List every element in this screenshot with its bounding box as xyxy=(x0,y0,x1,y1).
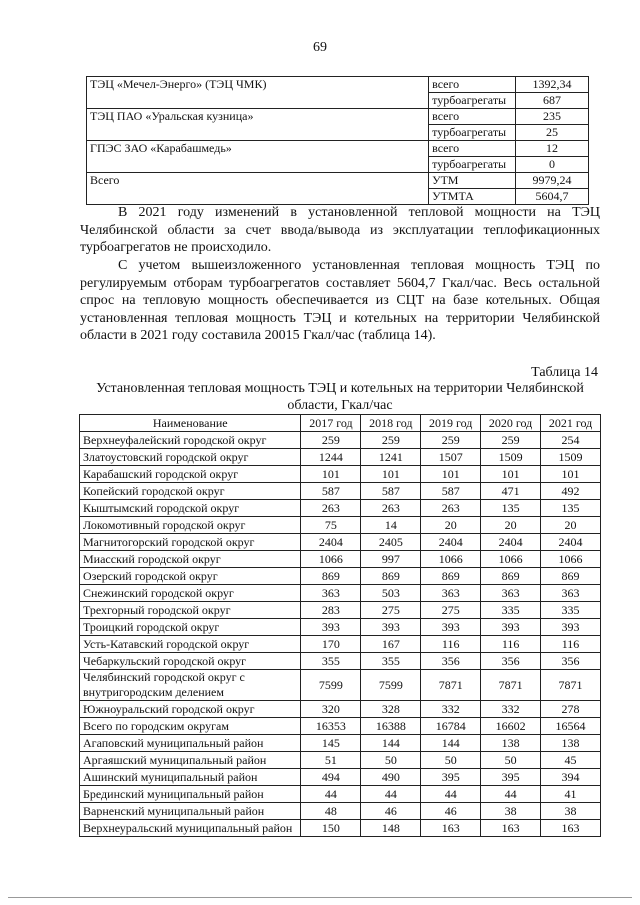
table-row xyxy=(80,769,601,786)
value-cell: 16353 xyxy=(301,718,361,735)
value-cell: 101 xyxy=(361,466,421,483)
value-cell: 2404 xyxy=(421,534,481,551)
value-cell: 16564 xyxy=(541,718,601,735)
value-cell: 163 xyxy=(421,820,481,837)
value-cell: 138 xyxy=(481,735,541,752)
value-cell: 150 xyxy=(301,820,361,837)
value-cell: 44 xyxy=(361,786,421,803)
chp-capacity-table xyxy=(86,76,589,205)
value-cell: 1509 xyxy=(481,449,541,466)
district-name-cell: Магнитогорский городской округ xyxy=(80,534,301,551)
value-cell: 7599 xyxy=(301,670,361,701)
column-header: 2020 год xyxy=(481,415,541,432)
value-cell: 1244 xyxy=(301,449,361,466)
value-cell: 144 xyxy=(361,735,421,752)
capacity-value-cell: 9979,24 xyxy=(516,173,589,189)
district-name-cell: Южноуральский городской округ xyxy=(80,701,301,718)
value-cell: 263 xyxy=(421,500,481,517)
value-cell: 869 xyxy=(421,568,481,585)
value-cell: 148 xyxy=(361,820,421,837)
value-cell: 494 xyxy=(301,769,361,786)
value-cell: 259 xyxy=(421,432,481,449)
value-cell: 275 xyxy=(421,602,481,619)
table-row xyxy=(80,636,601,653)
value-cell: 587 xyxy=(361,483,421,500)
table-row xyxy=(87,109,589,125)
value-cell: 356 xyxy=(541,653,601,670)
value-cell: 1066 xyxy=(301,551,361,568)
value-cell: 135 xyxy=(541,500,601,517)
capacity-value-cell: 687 xyxy=(516,93,589,109)
value-cell: 393 xyxy=(421,619,481,636)
value-cell: 363 xyxy=(301,585,361,602)
value-cell: 393 xyxy=(361,619,421,636)
table-row xyxy=(87,141,589,157)
value-cell: 116 xyxy=(481,636,541,653)
table-row xyxy=(80,718,601,735)
district-name-cell: Троицкий городской округ xyxy=(80,619,301,636)
table-row xyxy=(80,568,601,585)
district-name-cell: Усть-Катавский городской округ xyxy=(80,636,301,653)
capacity-type-cell: УТМТА xyxy=(429,189,516,205)
district-name-cell: Кыштымский городской округ xyxy=(80,500,301,517)
value-cell: 328 xyxy=(361,701,421,718)
value-cell: 2405 xyxy=(361,534,421,551)
value-cell: 7599 xyxy=(361,670,421,701)
value-cell: 356 xyxy=(421,653,481,670)
paragraph-total-capacity: С учетом вышеизложенного установленная тепловая мощность ТЭЦ по регулируемым отборам турбоагрегатов составляет 5604,7 Гкал/час. Весь остальной спрос на тепловую мощность обеспечивается из СЦТ на базе котельных. Общая установленная тепловая мощность ТЭЦ и котельных на территории Челябинской области в 2021 году составила 20015 Гкал/час (таблица 14). xyxy=(80,258,600,344)
value-cell: 1066 xyxy=(541,551,601,568)
capacity-value-cell: 1392,34 xyxy=(516,77,589,93)
value-cell: 587 xyxy=(301,483,361,500)
value-cell: 138 xyxy=(541,735,601,752)
value-cell: 75 xyxy=(301,517,361,534)
district-name-cell: Варненский муниципальный район xyxy=(80,803,301,820)
value-cell: 45 xyxy=(541,752,601,769)
value-cell: 135 xyxy=(481,500,541,517)
value-cell: 116 xyxy=(421,636,481,653)
table-row xyxy=(80,653,601,670)
value-cell: 101 xyxy=(481,466,541,483)
value-cell: 1241 xyxy=(361,449,421,466)
capacity-type-cell: турбоагрегаты xyxy=(429,125,516,141)
table-label: Таблица 14 xyxy=(531,365,598,380)
value-cell: 50 xyxy=(421,752,481,769)
district-name-cell: Аргаяшский муниципальный район xyxy=(80,752,301,769)
table-row xyxy=(80,449,601,466)
table-row xyxy=(80,517,601,534)
value-cell: 997 xyxy=(361,551,421,568)
district-name-cell: Озерский городской округ xyxy=(80,568,301,585)
value-cell: 332 xyxy=(481,701,541,718)
table-header-row xyxy=(80,415,601,432)
table-row xyxy=(80,752,601,769)
plant-name-cell: ТЭЦ ПАО «Уральская кузница» xyxy=(87,109,429,141)
value-cell: 471 xyxy=(481,483,541,500)
value-cell: 51 xyxy=(301,752,361,769)
value-cell: 395 xyxy=(481,769,541,786)
value-cell: 283 xyxy=(301,602,361,619)
value-cell: 393 xyxy=(541,619,601,636)
value-cell: 356 xyxy=(481,653,541,670)
value-cell: 278 xyxy=(541,701,601,718)
value-cell: 1066 xyxy=(481,551,541,568)
value-cell: 355 xyxy=(301,653,361,670)
paragraph-no-changes: В 2021 году изменений в установленной тепловой мощности на ТЭЦ Челябинской области за счет ввода/вывода из эксплуатации теплофикационных турбоагрегатов не происходило. xyxy=(80,205,600,256)
table-title: Установленная тепловая мощность ТЭЦ и котельных на территории Челябинской области, Гкал/час xyxy=(96,381,584,413)
value-cell: 46 xyxy=(361,803,421,820)
value-cell: 503 xyxy=(361,585,421,602)
district-name-cell: Чебаркульский городской округ xyxy=(80,653,301,670)
value-cell: 44 xyxy=(301,786,361,803)
value-cell: 46 xyxy=(421,803,481,820)
capacity-type-cell: УТМ xyxy=(429,173,516,189)
value-cell: 1066 xyxy=(421,551,481,568)
table-row xyxy=(80,534,601,551)
value-cell: 490 xyxy=(361,769,421,786)
value-cell: 363 xyxy=(541,585,601,602)
heat-capacity-table xyxy=(79,414,601,837)
value-cell: 320 xyxy=(301,701,361,718)
value-cell: 363 xyxy=(481,585,541,602)
value-cell: 163 xyxy=(481,820,541,837)
plant-name-cell: Всего xyxy=(87,173,429,205)
district-name-cell: Верхнеуральский муниципальный район xyxy=(80,820,301,837)
value-cell: 395 xyxy=(421,769,481,786)
table-row xyxy=(80,701,601,718)
value-cell: 259 xyxy=(301,432,361,449)
capacity-type-cell: всего xyxy=(429,141,516,157)
capacity-value-cell: 25 xyxy=(516,125,589,141)
value-cell: 1509 xyxy=(541,449,601,466)
value-cell: 101 xyxy=(301,466,361,483)
table-row xyxy=(87,77,589,93)
table-row xyxy=(80,466,601,483)
value-cell: 16388 xyxy=(361,718,421,735)
district-name-cell: Челябинский городской округ с внутригородским делением xyxy=(80,670,301,701)
value-cell: 332 xyxy=(421,701,481,718)
value-cell: 20 xyxy=(421,517,481,534)
capacity-type-cell: всего xyxy=(429,77,516,93)
district-name-cell: Ашинский муниципальный район xyxy=(80,769,301,786)
page-bottom-rule xyxy=(8,897,632,898)
value-cell: 254 xyxy=(541,432,601,449)
district-name-cell: Златоустовский городской округ xyxy=(80,449,301,466)
value-cell: 259 xyxy=(481,432,541,449)
value-cell: 587 xyxy=(421,483,481,500)
table-row xyxy=(80,786,601,803)
district-name-cell: Миасский городской округ xyxy=(80,551,301,568)
table-row xyxy=(80,619,601,636)
value-cell: 44 xyxy=(421,786,481,803)
value-cell: 170 xyxy=(301,636,361,653)
value-cell: 393 xyxy=(481,619,541,636)
value-cell: 101 xyxy=(421,466,481,483)
value-cell: 116 xyxy=(541,636,601,653)
value-cell: 38 xyxy=(481,803,541,820)
value-cell: 335 xyxy=(481,602,541,619)
value-cell: 50 xyxy=(361,752,421,769)
value-cell: 167 xyxy=(361,636,421,653)
value-cell: 869 xyxy=(301,568,361,585)
value-cell: 2404 xyxy=(301,534,361,551)
value-cell: 14 xyxy=(361,517,421,534)
plant-name-cell: ГПЭС ЗАО «Карабашмедь» xyxy=(87,141,429,173)
value-cell: 263 xyxy=(301,500,361,517)
value-cell: 263 xyxy=(361,500,421,517)
table-row xyxy=(80,432,601,449)
value-cell: 41 xyxy=(541,786,601,803)
value-cell: 869 xyxy=(361,568,421,585)
district-name-cell: Копейский городской округ xyxy=(80,483,301,500)
value-cell: 394 xyxy=(541,769,601,786)
value-cell: 492 xyxy=(541,483,601,500)
page-number: 69 xyxy=(313,40,327,55)
district-name-cell: Верхнеуфалейский городской округ xyxy=(80,432,301,449)
table-row xyxy=(80,820,601,837)
table-row xyxy=(80,803,601,820)
value-cell: 393 xyxy=(301,619,361,636)
column-header: 2017 год xyxy=(301,415,361,432)
capacity-type-cell: турбоагрегаты xyxy=(429,93,516,109)
capacity-type-cell: всего xyxy=(429,109,516,125)
value-cell: 101 xyxy=(541,466,601,483)
value-cell: 144 xyxy=(421,735,481,752)
value-cell: 48 xyxy=(301,803,361,820)
value-cell: 869 xyxy=(481,568,541,585)
value-cell: 259 xyxy=(361,432,421,449)
table-row xyxy=(87,173,589,189)
value-cell: 335 xyxy=(541,602,601,619)
table-row xyxy=(80,500,601,517)
capacity-value-cell: 12 xyxy=(516,141,589,157)
capacity-value-cell: 235 xyxy=(516,109,589,125)
value-cell: 145 xyxy=(301,735,361,752)
value-cell: 163 xyxy=(541,820,601,837)
capacity-type-cell: турбоагрегаты xyxy=(429,157,516,173)
value-cell: 16784 xyxy=(421,718,481,735)
capacity-value-cell: 5604,7 xyxy=(516,189,589,205)
value-cell: 38 xyxy=(541,803,601,820)
value-cell: 50 xyxy=(481,752,541,769)
value-cell: 2404 xyxy=(481,534,541,551)
district-name-cell: Всего по городским округам xyxy=(80,718,301,735)
column-header: 2021 год xyxy=(541,415,601,432)
value-cell: 275 xyxy=(361,602,421,619)
value-cell: 7871 xyxy=(541,670,601,701)
column-header: 2018 год xyxy=(361,415,421,432)
district-name-cell: Брединский муниципальный район xyxy=(80,786,301,803)
plant-name-cell: ТЭЦ «Мечел-Энерго» (ТЭЦ ЧМК) xyxy=(87,77,429,109)
capacity-value-cell: 0 xyxy=(516,157,589,173)
value-cell: 20 xyxy=(481,517,541,534)
table-row xyxy=(80,551,601,568)
value-cell: 869 xyxy=(541,568,601,585)
district-name-cell: Агаповский муниципальный район xyxy=(80,735,301,752)
value-cell: 2404 xyxy=(541,534,601,551)
column-header: Наименование xyxy=(80,415,301,432)
table-row xyxy=(80,602,601,619)
table-row xyxy=(80,670,601,701)
value-cell: 1507 xyxy=(421,449,481,466)
district-name-cell: Карабашский городской округ xyxy=(80,466,301,483)
district-name-cell: Снежинский городской округ xyxy=(80,585,301,602)
table-row xyxy=(80,483,601,500)
value-cell: 20 xyxy=(541,517,601,534)
district-name-cell: Трехгорный городской округ xyxy=(80,602,301,619)
district-name-cell: Локомотивный городской округ xyxy=(80,517,301,534)
column-header: 2019 год xyxy=(421,415,481,432)
value-cell: 363 xyxy=(421,585,481,602)
value-cell: 355 xyxy=(361,653,421,670)
value-cell: 16602 xyxy=(481,718,541,735)
value-cell: 44 xyxy=(481,786,541,803)
table-row xyxy=(80,735,601,752)
value-cell: 7871 xyxy=(481,670,541,701)
table-row xyxy=(80,585,601,602)
value-cell: 7871 xyxy=(421,670,481,701)
